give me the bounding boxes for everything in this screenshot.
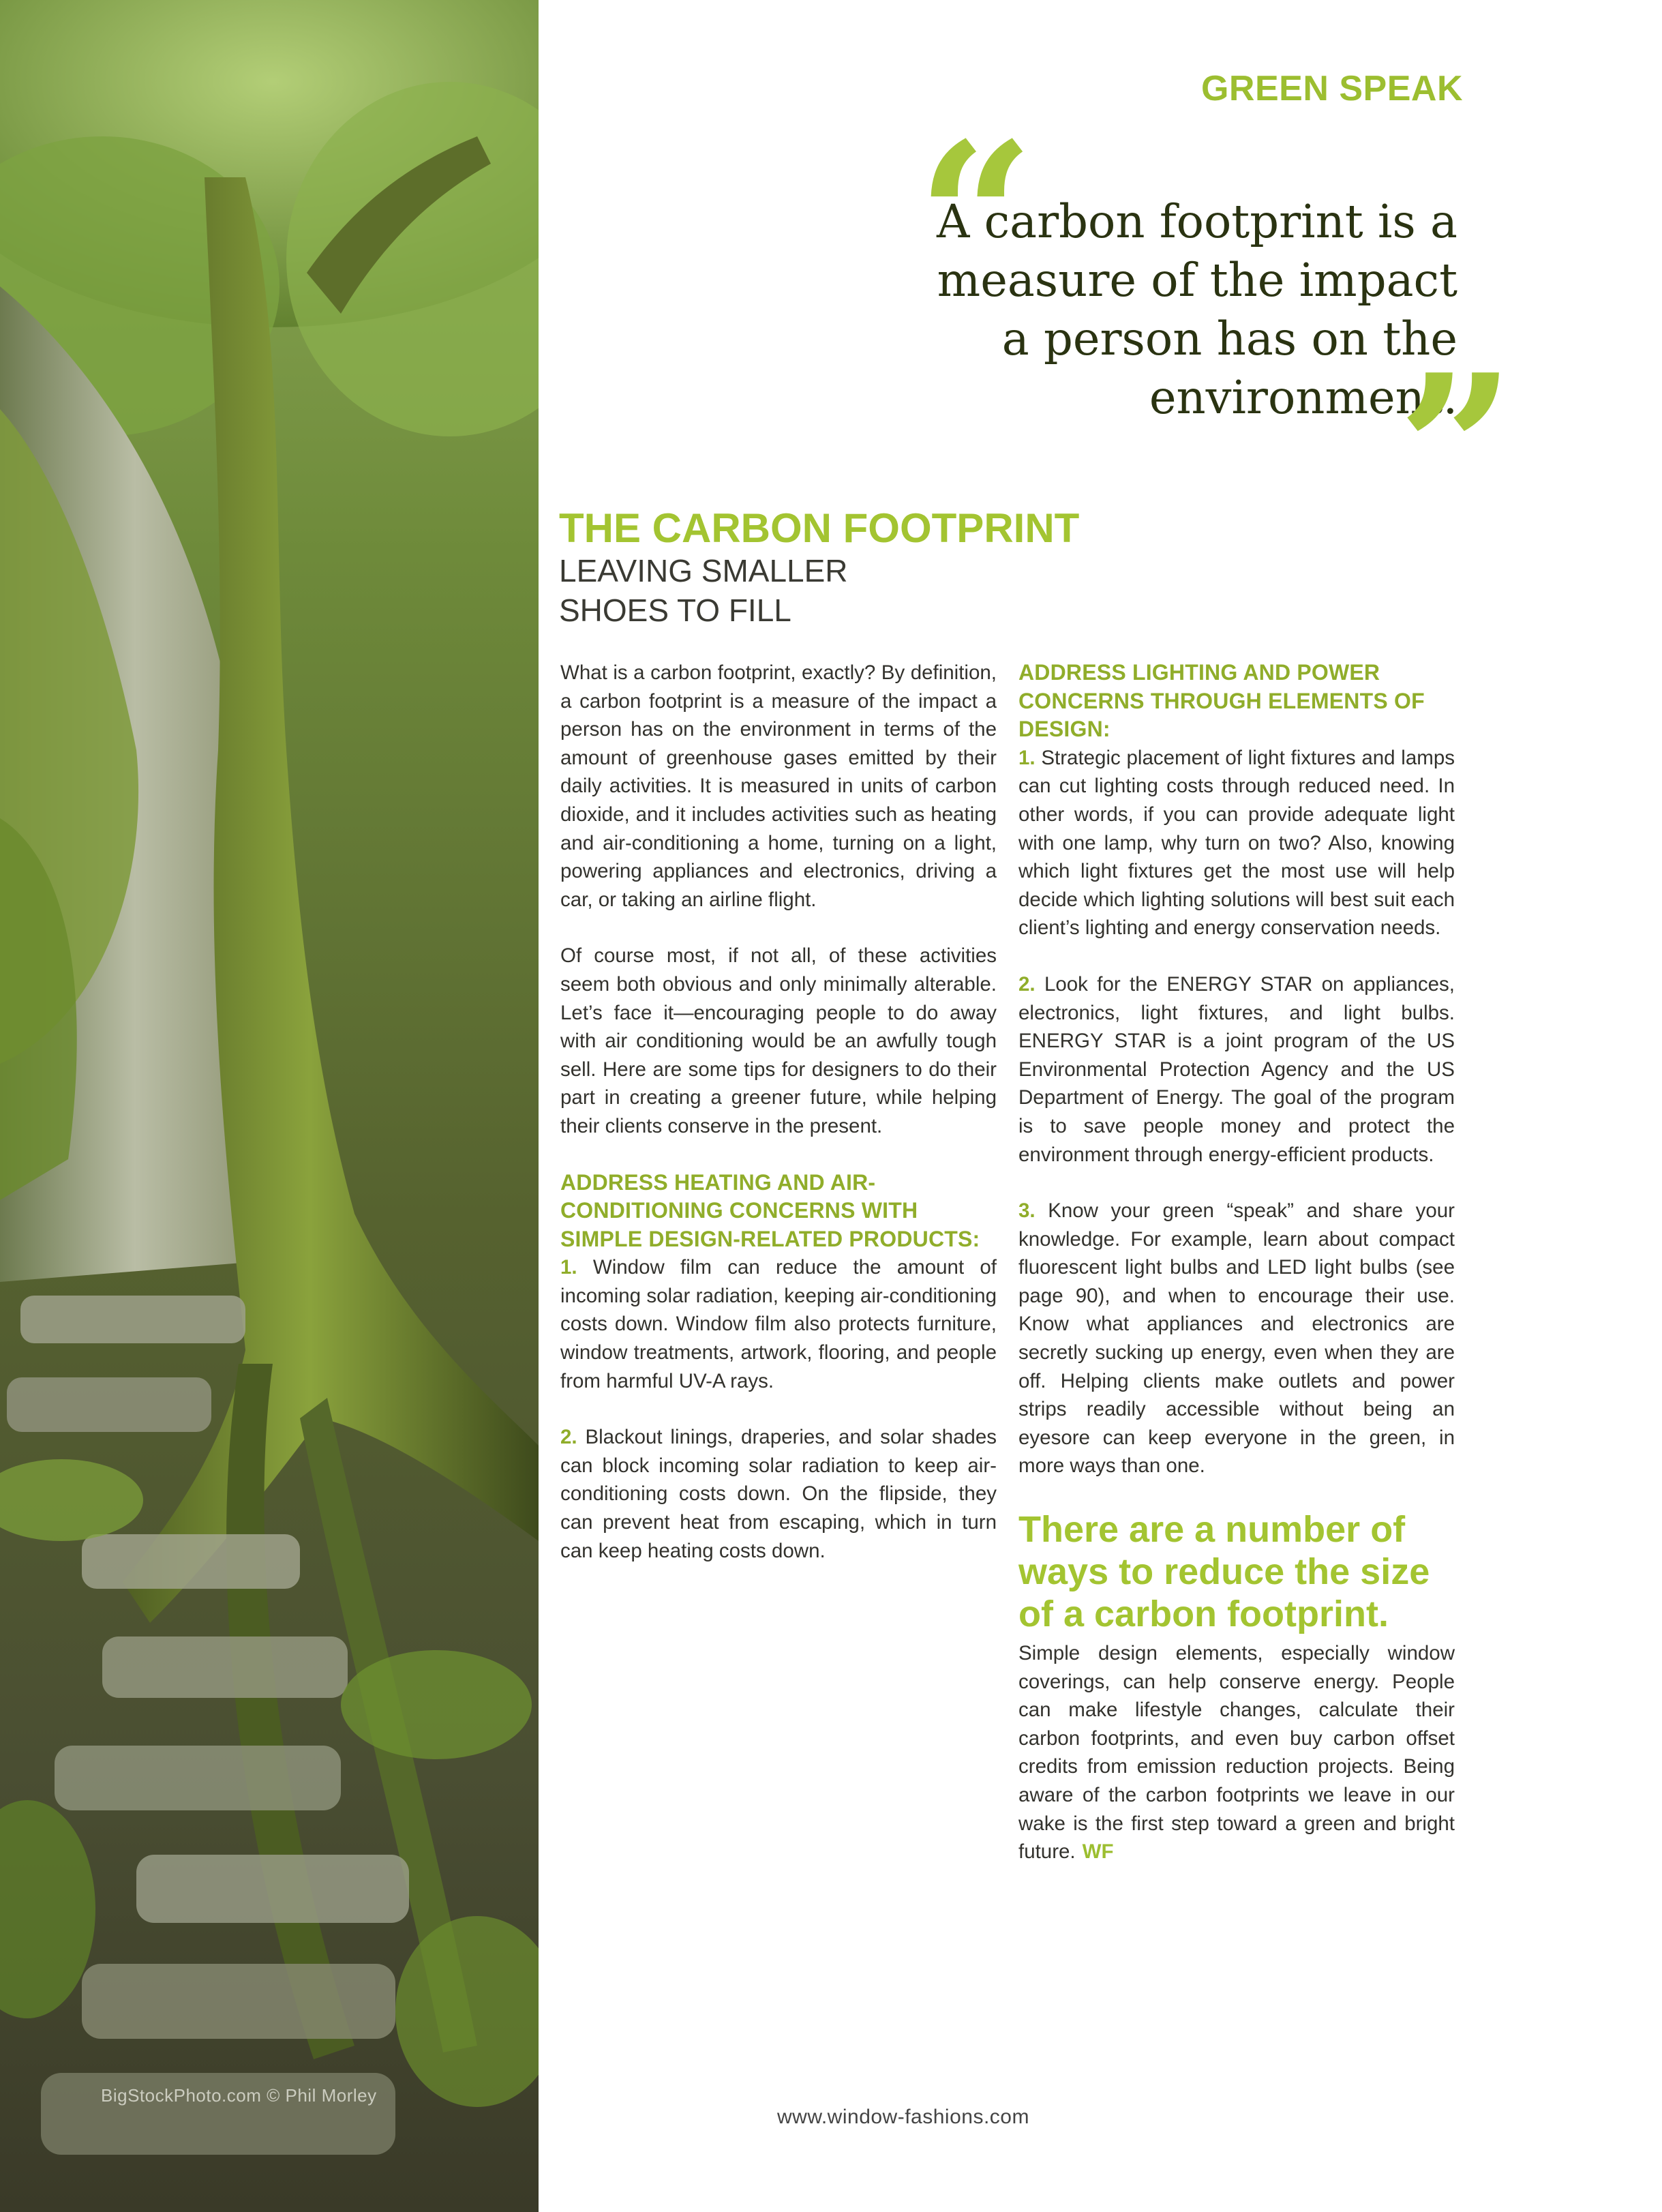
article-headline: THE CARBON FOOTPRINT [559,505,1080,551]
tip-text: Look for the ENERGY STAR on appliances, electronics, light fixtures, and light bulbs. ENERGY STAR is a joint program of the US Environmental Protection Agency and the US Department of Energy. The goal of the program is to save people money and protect the environment through energy-efficient products. [1018,972,1455,1166]
intro-paragraph: What is a carbon footprint, exactly? By definition, a carbon footprint is a measure of the impact a person has on the environment in terms of the amount of greenhouse gases emitted by their daily activities. It is measured in units of carbon dioxide, and it includes activities such as heating and air-conditioning a home, turning on a light, powering appliances and electronics, driving a car, or taking an airline flight. [560,661,997,911]
quote-line: a person has on the [1001,312,1457,365]
article-column-left [560,659,997,1593]
tip-text: Blackout linings, draperies, and solar shades can block incoming solar radiation to keep air-conditioning costs down. On the flipside, they can prevent heat from escaping, which in turn can keep heating costs down. [560,1426,997,1562]
open-quote-mark: “ [917,98,1035,338]
intro-paragraph: Of course most, if not all, of these activities seem both obvious and only minimally alterable. Let’s face it—encouraging people to do away with air conditioning would be an awfully tough sell. Here are some tips for designers to do their part in creating a greener future, while helping their clients conserve in the present. [560,944,997,1137]
closing-text: Simple design elements, especially window coverings, can help conserve energy. People can make lifestyle changes, calculate their carbon footprints, and even buy carbon offset credits from emission reduction projects. Being aware of the carbon footprints we leave in our wake is the first step toward a green and bright future. [1018,1642,1455,1864]
subhead-line: SHOES TO FILL [559,593,791,628]
tip-number: 1. [1018,746,1036,769]
lighting-section-heading: ADDRESS LIGHTING AND POWER CONCERNS THROUGH ELEMENTS OF DESIGN: [1018,660,1425,742]
article-column-right [1018,659,1455,1894]
quote-line: A carbon footprint is a [936,195,1457,248]
photo-credit: BigStockPhoto.com © Phil Morley [101,2085,377,2106]
tip-number: 1. [560,1256,577,1279]
footer-url: www.window-fashions.com [777,2106,1029,2128]
lighting-tip [1018,1197,1455,1480]
tip-number: 3. [1018,1199,1036,1223]
tip-text: Strategic placement of light fixtures and lamps can cut lighting costs through reduced need. In other words, if you can provide adequate light with one lamp, why turn on two? Also, knowing which light fixtures get the most use will help decide which lighting solutions will best suit each client’s lighting and energy conservation needs. [1018,746,1455,940]
quote-line: measure of the impact [937,254,1457,307]
forest-photo [0,0,539,2212]
heating-tip [560,1423,997,1565]
heating-tip [560,1253,997,1395]
tip-text: Window film can reduce the amount of incoming solar radiation, keeping air-conditioning costs down. Window film also protects furniture, window treatments, artwork, flooring, and people from harmful UV-A rays. [560,1256,997,1392]
signoff-mark: WF [1082,1840,1114,1864]
quote-line: environment. [1149,371,1457,424]
closing-paragraph [1018,1639,1455,1866]
subhead-line: LEAVING SMALLER [559,553,848,588]
tip-text: Know your green “speak” and share your knowledge. For example, learn about compact fluorescent light bulbs and LED light bulbs (see page 90), and when to encourage their use. Know what appliances and electronics are secretly sucking up energy, even when they are off. Helping clients make outlets and power strips readily accessible without being an eyesore can keep everyone in the green, in more ways than one. [1018,1199,1455,1478]
tip-number: 2. [560,1426,577,1449]
close-quote-mark: ” [1397,329,1515,570]
heating-section-heading: ADDRESS HEATING AND AIR-CONDITIONING CONCERNS WITH SIMPLE DESIGN-RELATED PRODUCTS: [560,1169,980,1251]
article-subhead [559,551,968,630]
pull-quote-top [844,192,1457,427]
lighting-tip [1018,970,1455,1169]
lighting-tip [1018,744,1455,942]
pull-quote-inline: There are a number of ways to reduce the size of a carbon footprint. [1018,1509,1430,1635]
section-label: GREEN SPEAK [1200,69,1463,108]
tip-number: 2. [1018,972,1036,996]
forest-illustration [0,0,539,2212]
